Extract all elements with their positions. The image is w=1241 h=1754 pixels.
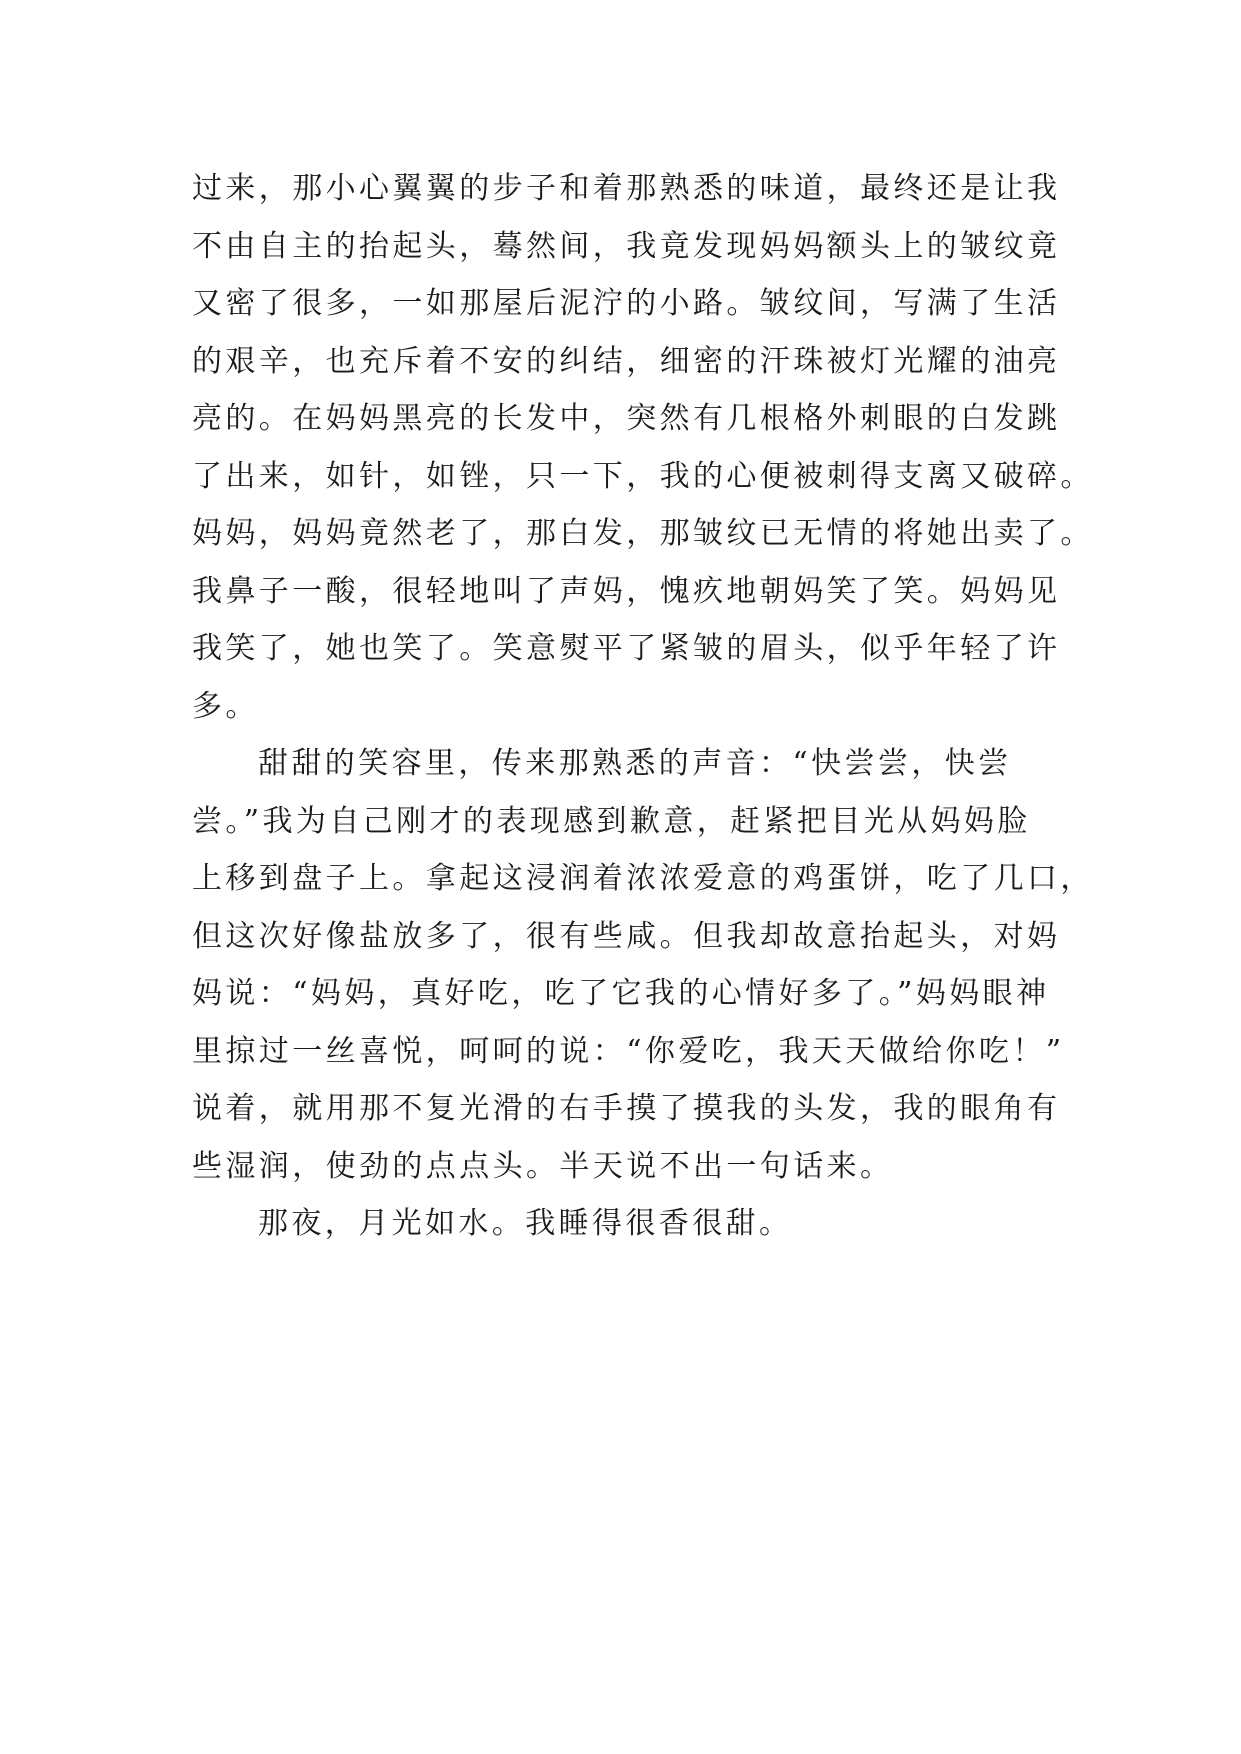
text-line: 里掠过一丝喜悦，呵呵的说：“你爱吃，我天天做给你吃！” [192,1033,1065,1069]
text-line: 妈说：“妈妈，真好吃，吃了它我的心情好多了。”妈妈眼神 [192,976,1050,1011]
text-line: 的艰辛，也充斥着不安的纠结，细密的汗珠被灯光耀的油亮 [192,343,1061,379]
text-line: 又密了很多，一如那屋后泥泞的小路。皱纹间，写满了生活 [192,286,1061,321]
text-line: 妈妈，妈妈竟然老了，那白发，那皱纹已无情的将她出卖了。 [192,516,1094,551]
text-line: 些湿润，使劲的点点头。半天说不出一句话来。 [192,1148,894,1184]
body-text [192,160,1094,1253]
text-line: 不由自主的抬起头，蓦然间，我竟发现妈妈额头上的皱纹竟 [192,228,1061,264]
text-line: 了出来，如针，如锉，只一下，我的心便被刺得支离又破碎。 [192,458,1094,494]
text-line: 我笑了，她也笑了。笑意熨平了紧皱的眉头，似乎年轻了许 [192,631,1061,666]
text-line: 过来，那小心翼翼的步子和着那熟悉的味道，最终还是让我 [192,171,1061,206]
text-line: 多。 [192,688,259,724]
text-line: 上移到盘子上。拿起这浸润着浓浓爱意的鸡蛋饼，吃了几口， [192,861,1094,896]
text-line: 尝。”我为自己刚才的表现感到歉意，赶紧把目光从妈妈脸 [192,803,1031,839]
paragraph-first-line: 那夜，月光如水。我睡得很香很甜。 [258,1206,793,1241]
text-line: 我鼻子一酸，很轻地叫了声妈，愧疚地朝妈笑了笑。妈妈见 [192,573,1061,609]
text-line: 说着，就用那不复光滑的右手摸了摸我的头发，我的眼角有 [192,1091,1061,1126]
paragraph-first-line: 甜甜的笑容里，传来那熟悉的声音：“快尝尝，快尝 [258,746,1012,781]
text-line: 亮的。在妈妈黑亮的长发中，突然有几根格外刺眼的白发跳 [192,401,1061,436]
text-line: 但这次好像盐放多了，很有些咸。但我却故意抬起头，对妈 [192,918,1061,954]
